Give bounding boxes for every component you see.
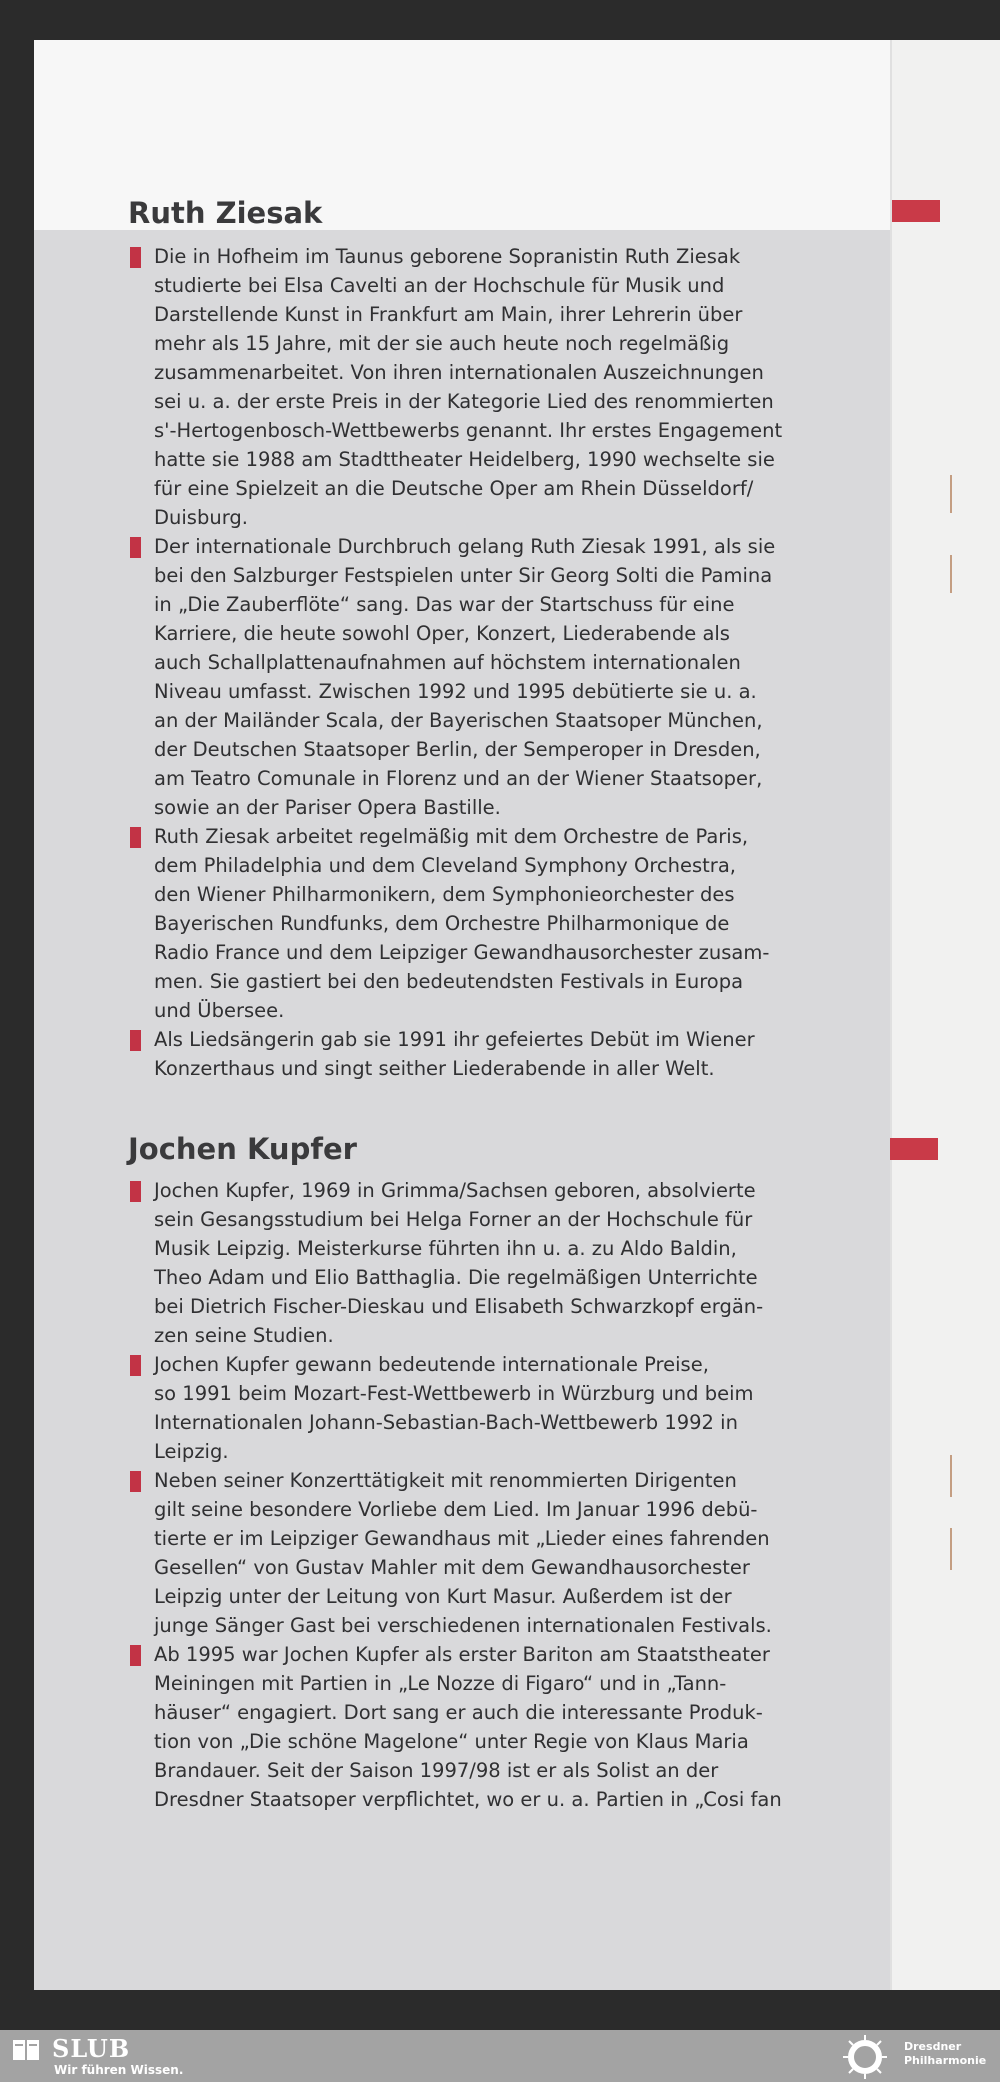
paragraph-bullet-icon: [130, 1471, 141, 1492]
paper-crease: [950, 555, 952, 593]
biography-paragraph: [130, 1350, 860, 1466]
biography-paragraph: [130, 242, 860, 532]
biography-paragraph: [130, 1176, 860, 1350]
section-title-jochen-kupfer: Jochen Kupfer: [128, 1132, 357, 1166]
section-body-ruth-ziesak: [130, 242, 860, 1083]
paragraph-text: Die in Hofheim im Taunus geborene Sopranistin Ruth Ziesak studierte bei Elsa Cavelti an der Hochschule für Musik und Darstellende Kunst in Frankfurt am Main, ihrer Lehrerin über mehr als 15 Jahre, mit der sie auch heute noch regelmäßig zusammenarbeitet. Von ihren internationalen Auszeichnungen sei u. a. der erste Preis in der Kategorie Lied des renommierten s'-Hertogenbosch-Wettbewerbs genannt. Ihr erstes Engagement hatte sie 1988 am Stadttheater Heidelberg, 1990 wechselte sie für eine Spielzeit an die Deutsche Oper am Rhein Düsseldorf/ Duisburg.: [154, 245, 783, 529]
section-marker-ruth-ziesak: [892, 200, 940, 222]
paragraph-bullet-icon: [130, 1030, 141, 1051]
paragraph-bullet-icon: [130, 1181, 141, 1202]
dresdner-philharmonie-logo[interactable]: [842, 2034, 888, 2080]
paper-crease: [950, 1455, 952, 1497]
biography-paragraph: [130, 1640, 860, 1814]
paragraph-text: Ab 1995 war Jochen Kupfer als erster Bariton am Staatstheater Meiningen mit Partien in „Le Nozze di Figaro“ und in „Tann- häuser“ engagiert. Dort sang er auch die interessante Produk- tion von „Die schöne Magelone“ unter Regie von Klaus Maria Brandauer. Seit der Saison 1997/98 ist er als Solist an der Dresdner Staatsoper verpflichtet, wo er u. a. Partien in „Cosi fan: [154, 1643, 782, 1811]
paragraph-bullet-icon: [130, 247, 141, 268]
paragraph-text: Neben seiner Konzerttätigkeit mit renommierten Dirigenten gilt seine besondere Vorliebe dem Lied. Im Januar 1996 debü- tierte er im Leipziger Gewandhaus mit „Lieder eines fahrenden Gesellen“ von Gustav Mahler mit dem Gewandhausorchester Leipzig unter der Leitung von Kurt Masur. Außerdem ist der junge Sänger Gast bei verschiedenen internationalen Festivals.: [154, 1469, 772, 1637]
viewer-footer: [0, 2030, 1000, 2082]
paragraph-text: Jochen Kupfer, 1969 in Grimma/Sachsen geboren, absolvierte sein Gesangsstudium bei Helga Forner an der Hochschule für Musik Leipzig. Meisterkurse führten ihn u. a. zu Aldo Baldin, Theo Adam und Elio Batthaglia. Die regelmäßigen Unterrichte bei Dietrich Fischer-Dieskau und Elisabeth Schwarzkopf ergän- zen seine Studien.: [154, 1179, 764, 1347]
paragraph-text: Als Liedsängerin gab sie 1991 ihr gefeiertes Debüt im Wiener Konzerthaus und singt seither Liederabende in aller Welt.: [154, 1028, 755, 1080]
section-body-jochen-kupfer: [130, 1176, 860, 1814]
paragraph-bullet-icon: [130, 1645, 141, 1666]
paragraph-bullet-icon: [130, 537, 141, 558]
slub-book-icon[interactable]: [12, 2038, 42, 2062]
paragraph-text: Jochen Kupfer gewann bedeutende internationale Preise, so 1991 beim Mozart-Fest-Wettbewerb in Würzburg und beim Internationalen Johann-Sebastian-Bach-Wettbewerb 1992 in Leipzig.: [154, 1353, 754, 1463]
fold-line: [890, 40, 892, 1990]
paragraph-bullet-icon: [130, 1355, 141, 1376]
library-tagline: Wir führen Wissen.: [54, 2063, 184, 2077]
biography-paragraph: [130, 532, 860, 822]
library-name[interactable]: SLUB: [52, 2034, 131, 2063]
paper-crease: [950, 475, 952, 513]
right-fold-strip: [890, 40, 1000, 1990]
biography-paragraph: [130, 822, 860, 1025]
paragraph-bullet-icon: [130, 827, 141, 848]
partner-name: Dresdner Philharmonie: [904, 2040, 987, 2067]
paragraph-text: Der internationale Durchbruch gelang Ruth Ziesak 1991, als sie bei den Salzburger Festspielen unter Sir Georg Solti die Pamina in „Die Zauberflöte“ sang. Das war der Startschuss für eine Karriere, die heute sowohl Oper, Konzert, Liederabende als auch Schallplattenaufnahmen auf höchstem internationalen Niveau umfasst. Zwischen 1992 und 1995 debütierte sie u. a. an der Mailänder Scala, der Bayerischen Staatsoper München, der Deutschen Staatsoper Berlin, der Semperoper in Dresden, am Teatro Comunale in Florenz und an der Wiener Staatsoper, sowie an der Pariser Opera Bastille.: [154, 535, 776, 819]
section-marker-jochen-kupfer: [890, 1138, 938, 1160]
biography-paragraph: [130, 1466, 860, 1640]
section-title-ruth-ziesak: Ruth Ziesak: [128, 196, 323, 230]
paragraph-text: Ruth Ziesak arbeitet regelmäßig mit dem Orchestre de Paris, dem Philadelphia und dem Cleveland Symphony Orchestra, den Wiener Philharmonikern, dem Symphonieorchester des Bayerischen Rundfunks, dem Orchestre Philharmonique de Radio France und dem Leipziger Gewandhausorchester zusam- men. Sie gastiert bei den bedeutendsten Festivals in Europa und Übersee.: [154, 825, 770, 1022]
biography-paragraph: [130, 1025, 860, 1083]
paper-crease: [950, 1528, 952, 1570]
